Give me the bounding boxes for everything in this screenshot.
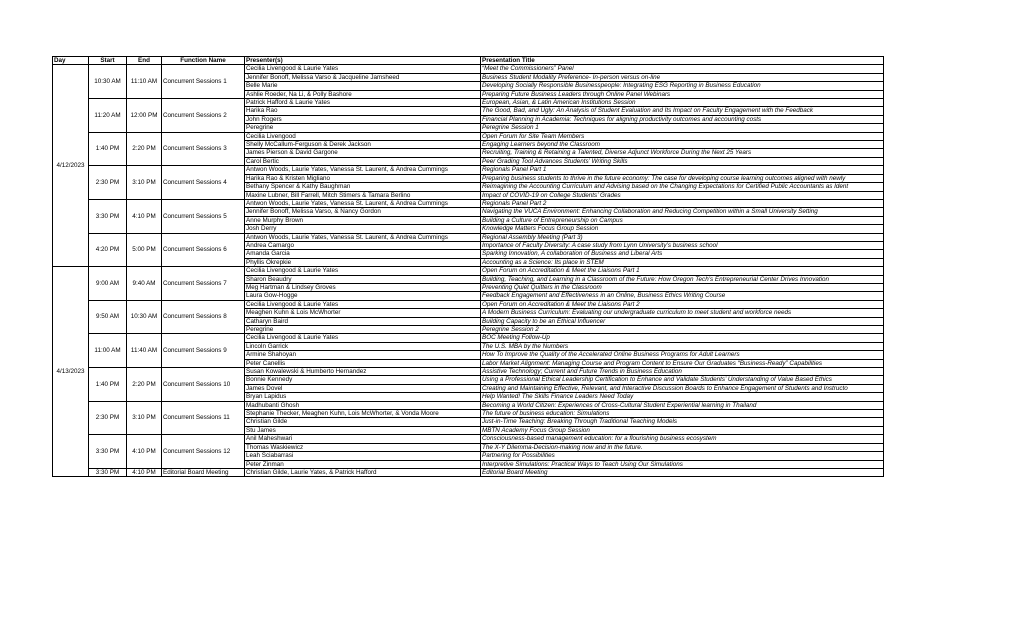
presenter-cell: Patrick Hafford & Laurie Yates [245, 99, 481, 107]
function-name: Concurrent Sessions 4 [162, 166, 245, 200]
end-time: 11:40 AM [127, 334, 162, 368]
function-name: Concurrent Sessions 3 [162, 132, 245, 166]
title-cell: Creating and Maintaining Effective, Relevant, and Interactive Discussion Boards to Enhance Engagement of Students and Instructo [481, 384, 884, 392]
table-row [53, 65, 884, 73]
table-row [53, 401, 884, 409]
presenter-cell: Lincoln Garrick [245, 342, 481, 350]
table-row [53, 99, 884, 107]
start-time: 1:40 PM [89, 132, 127, 166]
day-cell: 4/13/2023 [53, 267, 89, 477]
presenter-cell: Cecilia Livengood & Laurie Yates [245, 300, 481, 308]
title-cell: Financial Planning in Academia: Techniques for aligning productivity outcomes and accounting costs [481, 115, 884, 123]
title-cell: Navigating the VUCA Environment: Enhancing Collaboration and Reducing Competition within a Small University Setting [481, 208, 884, 216]
end-time: 3:10 PM [127, 401, 162, 435]
header-row [53, 57, 884, 65]
table-row [53, 199, 884, 207]
presenter-cell: Christian Gilde [245, 418, 481, 426]
title-cell: Using a Professional Ethical Leadership Certification to Enhance and Validate Students’ Understanding of Value Based Ethics [481, 376, 884, 384]
presenter-cell: Christian Gilde, Laurie Yates, & Patrick Hafford [245, 468, 481, 476]
title-cell: Consciousness-based management education: for a flourishing business ecosystem [481, 435, 884, 443]
end-time: 4:10 PM [127, 468, 162, 476]
presenter-cell: Harika Rao [245, 107, 481, 115]
presenter-cell: Stu James [245, 426, 481, 434]
title-cell: Impact of COVID-19 on College Students’ Grades [481, 191, 884, 199]
start-time: 3:30 PM [89, 435, 127, 469]
title-cell: Reimagining the Accounting Curriculum and Advising based on the Changing Expectations for Certified Public Accountants as Ident [481, 183, 884, 191]
title-cell: The future of business education: Simulations [481, 410, 884, 418]
presenter-cell: James Pierson & David Gargone [245, 149, 481, 157]
function-name: Concurrent Sessions 6 [162, 233, 245, 267]
presenter-cell: Meaghen Kuhn & Lois McWhorter [245, 309, 481, 317]
table-row [53, 267, 884, 275]
presenter-cell: Susan Kowalewski & Humberto Hernandez [245, 368, 481, 376]
title-cell: The X-Y Dilemma-Decision-making now and in the future. [481, 443, 884, 451]
table-row [53, 166, 884, 174]
title-cell: Open Forum for Site Team Members [481, 132, 884, 140]
function-name: Concurrent Sessions 5 [162, 199, 245, 233]
title-cell: Regional Assembly Meeting (Part 3) [481, 233, 884, 241]
title-cell: A Modern Business Curriculum: Evaluating our undergraduate curriculum to meet student and workforce needs [481, 309, 884, 317]
presenter-cell: Meg Hartman & Lindsey Groves [245, 283, 481, 291]
presenter-cell: Cecilia Livengood & Laurie Yates [245, 334, 481, 342]
presenter-cell: Peter Zinman [245, 460, 481, 468]
presenter-cell: Amanda Garcia [245, 250, 481, 258]
function-name: Concurrent Sessions 12 [162, 435, 245, 469]
start-time: 10:30 AM [89, 65, 127, 99]
function-name: Concurrent Sessions 11 [162, 401, 245, 435]
title-cell: Partnering for Possibilities [481, 452, 884, 460]
presenter-cell: Andrea Camargo [245, 241, 481, 249]
presenter-cell: Peregrine [245, 124, 481, 132]
schedule-table [52, 56, 884, 477]
function-name: Concurrent Sessions 10 [162, 368, 245, 402]
start-time: 3:30 PM [89, 468, 127, 476]
presenter-cell: Ashlie Roeder, Na Li, & Polly Bashore [245, 90, 481, 98]
header-start: Start [89, 57, 127, 65]
title-cell: Regionals Panel Part 1 [481, 166, 884, 174]
end-time: 12:00 PM [127, 99, 162, 133]
presenter-cell: Anne Murphy Brown [245, 216, 481, 224]
presenter-cell: Jennifer Bonoff, Melissa Varso & Jacqueline Jamsheed [245, 73, 481, 81]
end-time: 4:10 PM [127, 435, 162, 469]
function-name: Concurrent Sessions 7 [162, 267, 245, 301]
function-name: Concurrent Sessions 2 [162, 99, 245, 133]
title-cell: Just-in-Time Teaching: Breaking Through Traditional Teaching Models [481, 418, 884, 426]
presenter-cell: Antwon Woods, Laurie Yates, Vanessa St. Laurent, & Andrea Cummings [245, 166, 481, 174]
start-time: 3:30 PM [89, 199, 127, 233]
end-time: 3:10 PM [127, 166, 162, 200]
title-cell: Peer Grading Tool Advances Students’ Writing Skills [481, 157, 884, 165]
presenter-cell: Madhubanti Ghosh [245, 401, 481, 409]
title-cell: Feedback Engagement and Effectiveness in an Online, Business Ethics Writing Course [481, 292, 884, 300]
title-cell: Peregrine Session 1 [481, 124, 884, 132]
presenter-cell: Phyllis Okrepkie [245, 258, 481, 266]
start-time: 1:40 PM [89, 368, 127, 402]
function-name: Editorial Board Meeting [162, 468, 245, 476]
header-function-name: Function Name [162, 57, 245, 65]
table-row [53, 233, 884, 241]
presenter-cell: John Rogers [245, 115, 481, 123]
presenter-cell: Sharon Beaudry [245, 275, 481, 283]
presenter-cell: Armine Shahoyan [245, 351, 481, 359]
presenter-cell: Maxine Lubner, Bill Farrell, Mitch Stimers & Tamara Berlino [245, 191, 481, 199]
start-time: 11:20 AM [89, 99, 127, 133]
table-row [53, 132, 884, 140]
title-cell: Sparking Innovation, A collaboration of Business and Liberal Arts [481, 250, 884, 258]
presenter-cell: James Dovel [245, 384, 481, 392]
table-row [53, 368, 884, 376]
title-cell: Help Wanted! The Skills Finance Leaders Need Today [481, 393, 884, 401]
end-time: 11:10 AM [127, 65, 162, 99]
title-cell: Building a Culture of Entrepreneurship on Campus [481, 216, 884, 224]
title-cell: Preventing Quiet Quitters in the Classroom [481, 283, 884, 291]
title-cell: Assistive Technology; Current and Future Trends in Business Education [481, 368, 884, 376]
presenter-cell: Harika Rao & Kristen Migliano [245, 174, 481, 182]
end-time: 10:30 AM [127, 300, 162, 334]
title-cell: Editorial Board Meeting [481, 468, 884, 476]
presenter-cell: Shelly McCallum-Ferguson & Derek Jackson [245, 141, 481, 149]
title-cell: Preparing business students to thrive in the future economy: The case for developing course learning outcomes aligned with newly [481, 174, 884, 182]
presenter-cell: Cecilia Livengood & Laurie Yates [245, 65, 481, 73]
title-cell: Regionals Panel Part 2 [481, 199, 884, 207]
presenter-cell: Antwon Woods, Laurie Yates, Vanessa St. Laurent, & Andrea Cummings [245, 199, 481, 207]
function-name: Concurrent Sessions 1 [162, 65, 245, 99]
end-time: 2:20 PM [127, 368, 162, 402]
presenter-cell: Bonnie Kennedy [245, 376, 481, 384]
presenter-cell: Cecilia Livengood [245, 132, 481, 140]
title-cell: Developing Socially Responsible Businesspeople: Integrating ESG Reporting in Business Education [481, 82, 884, 90]
title-cell: European, Asian, & Latin American Institutions Session [481, 99, 884, 107]
presenter-cell: Peter Canellis [245, 359, 481, 367]
presenter-cell: Jennifer Bonoff, Melissa Varso, & Nancy Gordon [245, 208, 481, 216]
presenter-cell: Peregrine [245, 326, 481, 334]
start-time: 4:20 PM [89, 233, 127, 267]
end-time: 5:00 PM [127, 233, 162, 267]
day-cell: 4/12/2023 [53, 65, 89, 267]
presenter-cell: Cecilia Livengood & Laurie Yates [245, 267, 481, 275]
title-cell: BOC Meeting Follow-Up [481, 334, 884, 342]
title-cell: Labor Market Alignment: Managing Course and Program Content to Ensure Our Graduates “Business-Ready” Capabilities [481, 359, 884, 367]
title-cell: Building, Teaching, and Learning in a Classroom of the Future: How Oregon Tech’s Entrepreneurial Center Drives Innovation [481, 275, 884, 283]
presenter-cell: Leah Sciabarrasi [245, 452, 481, 460]
header-presentation-title: Presentation Title [481, 57, 884, 65]
table-row [53, 468, 884, 476]
title-cell: Preparing Future Business Leaders through Online Panel Webinars [481, 90, 884, 98]
table-row [53, 435, 884, 443]
title-cell: Building Capacity to be an Ethical Influencer [481, 317, 884, 325]
schedule-body [53, 65, 884, 477]
start-time: 11:00 AM [89, 334, 127, 368]
title-cell: How To Improve the Quality of the Accelerated Online Business Programs for Adult Learners [481, 351, 884, 359]
title-cell: MBTN Academy Focus Group Session [481, 426, 884, 434]
end-time: 9:40 AM [127, 267, 162, 301]
function-name: Concurrent Sessions 8 [162, 300, 245, 334]
title-cell: The Good, Bad, and Ugly: An Analysis of Student Evaluation and Its Impact on Faculty Engagement with the Feedback [481, 107, 884, 115]
presenter-cell: Carol Bertic [245, 157, 481, 165]
start-time: 9:00 AM [89, 267, 127, 301]
title-cell: Knowledge Matters Focus Group Session [481, 225, 884, 233]
title-cell: Becoming a World Citizen: Experiences of Cross-Cultural Student Experiential learning in Thailand [481, 401, 884, 409]
title-cell: Open Forum on Accreditation & Meet the Liaisons Part 1 [481, 267, 884, 275]
title-cell: Importance of Faculty Diversity: A case study from Lynn University’s business school [481, 241, 884, 249]
presenter-cell: Belle Marie [245, 82, 481, 90]
start-time: 9:50 AM [89, 300, 127, 334]
header-day: Day [53, 57, 89, 65]
presenter-cell: Catharyn Baird [245, 317, 481, 325]
table-row [53, 334, 884, 342]
title-cell: Business Student Modality Preference- In-person versus on-line [481, 73, 884, 81]
title-cell: Open Forum on Accreditation & Meet the Liaisons Part 2 [481, 300, 884, 308]
presenter-cell: Thomas Waskiewicz [245, 443, 481, 451]
presenter-cell: Stephanie Thecker, Meaghen Kuhn, Lois McWhorter, & Vonda Moore [245, 410, 481, 418]
title-cell: Accounting as a Science: Its place in STEM [481, 258, 884, 266]
title-cell: Engaging Learners beyond the Classroom [481, 141, 884, 149]
function-name: Concurrent Sessions 9 [162, 334, 245, 368]
header-presenters: Presenter(s) [245, 57, 481, 65]
title-cell: Peregrine Session 2 [481, 326, 884, 334]
title-cell: “Meet the Commissioners” Panel [481, 65, 884, 73]
start-time: 2:30 PM [89, 401, 127, 435]
title-cell: Recruiting, Training & Retaining a Talented, Diverse Adjunct Workforce During the Next 25 Years [481, 149, 884, 157]
end-time: 4:10 PM [127, 199, 162, 233]
table-row [53, 300, 884, 308]
start-time: 2:30 PM [89, 166, 127, 200]
presenter-cell: Bethany Spencer & Kathy Baughman [245, 183, 481, 191]
presenter-cell: Josh Derry [245, 225, 481, 233]
header-end: End [127, 57, 162, 65]
title-cell: The U.S. MBA by the Numbers [481, 342, 884, 350]
end-time: 2:20 PM [127, 132, 162, 166]
presenter-cell: Laura Gow-Hogge [245, 292, 481, 300]
presenter-cell: Anil Maheshwari [245, 435, 481, 443]
presenter-cell: Antwon Woods, Laurie Yates, Vanessa St. Laurent, & Andrea Cummings [245, 233, 481, 241]
presenter-cell: Bryan Lapidus [245, 393, 481, 401]
title-cell: Interpretive Simulations: Practical Ways to Teach Using Our Simulations [481, 460, 884, 468]
